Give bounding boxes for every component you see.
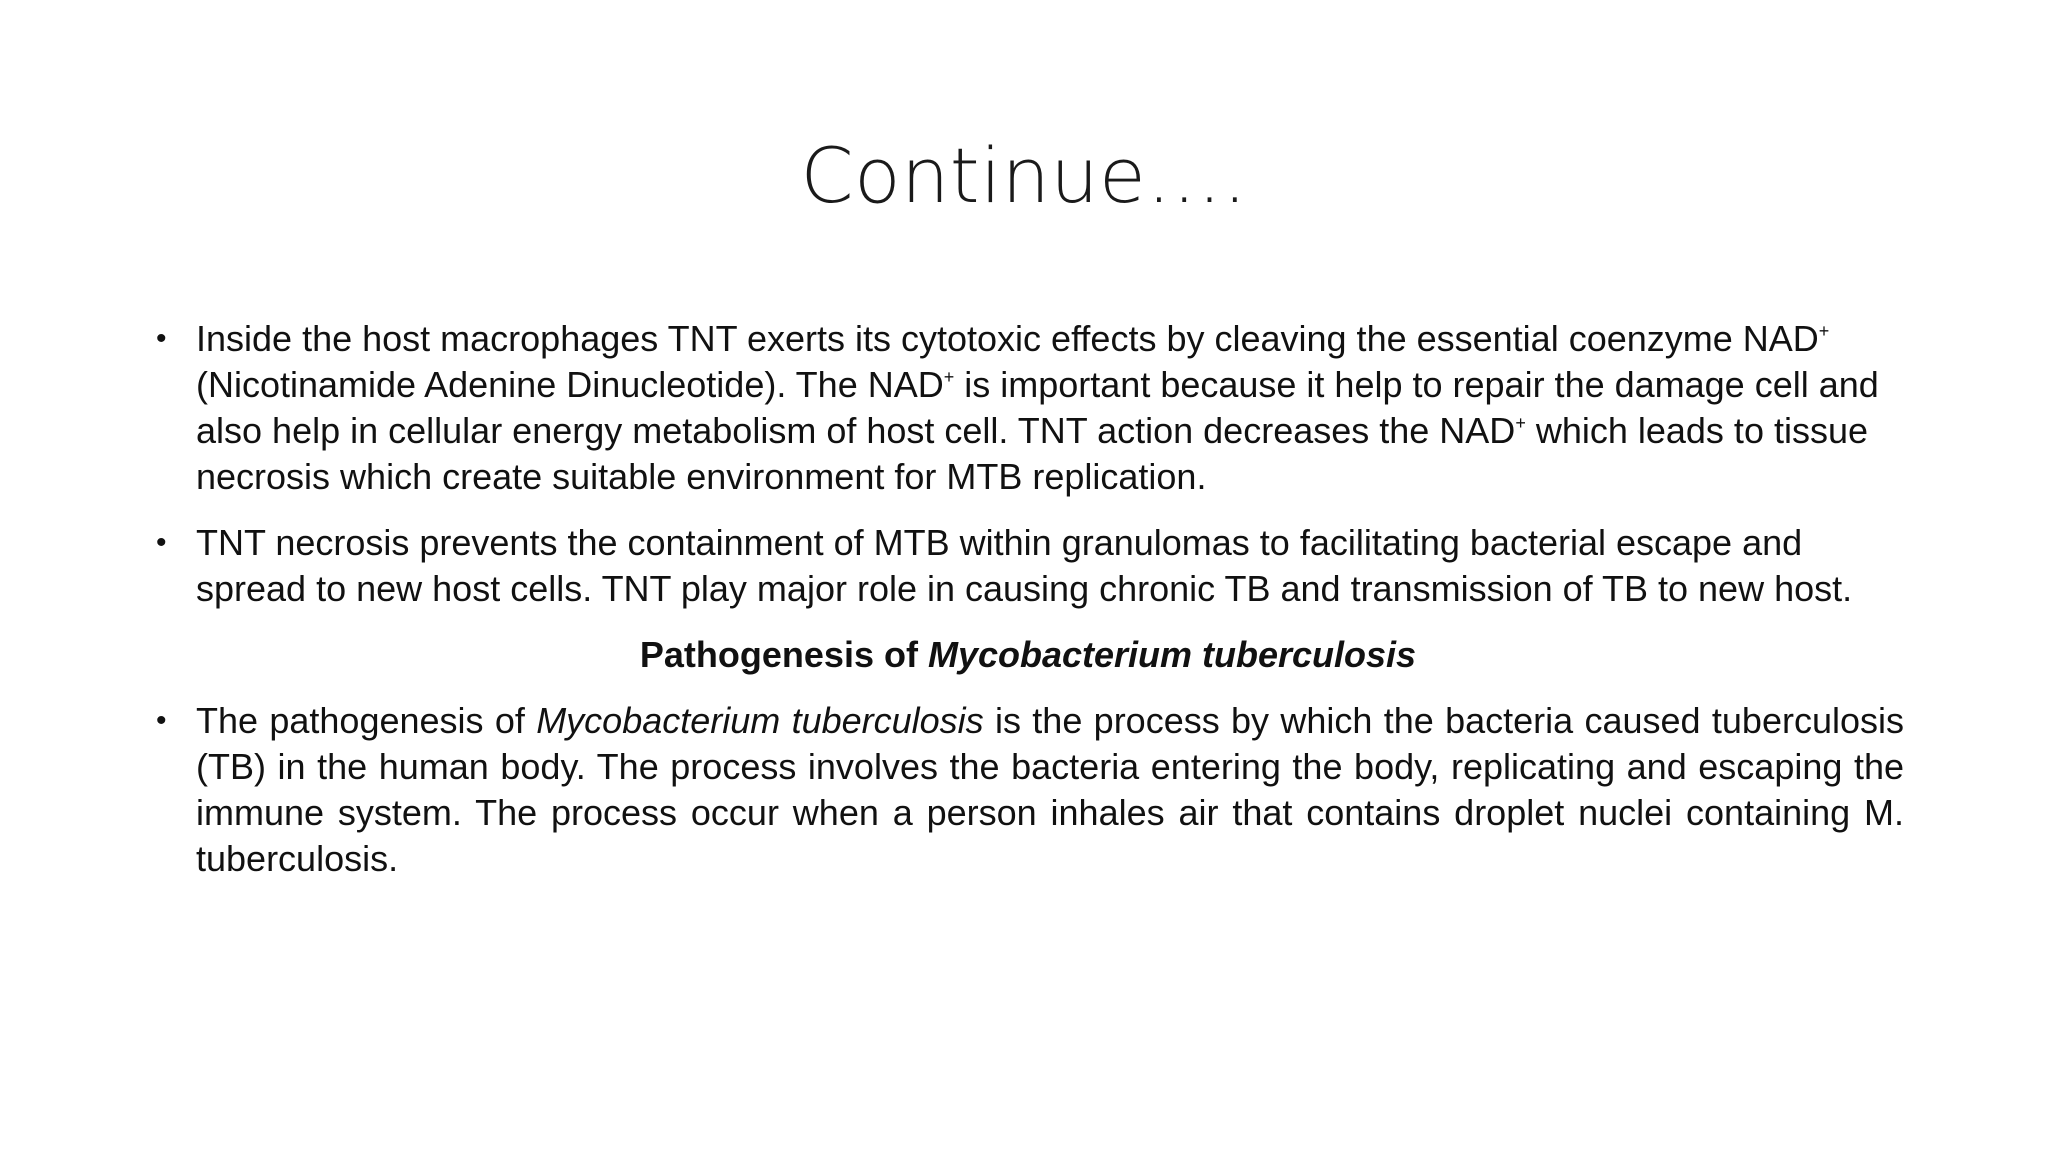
bullet-text-2: TNT necrosis prevents the containment of MTB within granulomas to facilitating bacterial escape and spread to new host cells. TNT play major role in causing chronic TB and transmission of TB to new host. [196, 522, 1853, 609]
bullet-item-2 [152, 520, 1904, 612]
slide-body [152, 316, 1904, 902]
superscript-plus: + [1818, 321, 1830, 341]
bullet-3-text-b: is the process by which the bacteria caused tuberculosis (TB) in the human body. The process involves the bacteria entering the body, replicating and escaping the immune system. The process occur when a person inhales air that contains droplet nuclei containing M. tuberculosis. [196, 700, 1904, 879]
subheading-italic: Mycobacterium tuberculosis [927, 634, 1417, 675]
bullet-1-text-b: (Nicotinamide Adenine Dinucleotide). The NAD [196, 364, 944, 405]
superscript-plus: + [943, 367, 955, 387]
bullet-item-3 [152, 698, 1904, 882]
bullet-1-text-a: Inside the host macrophages TNT exerts its cytotoxic effects by cleaving the essential coenzyme NAD [196, 318, 1819, 359]
bullet-text-1 [196, 316, 1904, 500]
bullet-dot-icon: • [156, 322, 167, 355]
bullet-3-text-a: The pathogenesis of [196, 700, 537, 741]
slide-title: Continue…. [800, 131, 1248, 220]
subheading-plain: Pathogenesis of [639, 634, 928, 675]
bullet-1-text-d: which leads to tissue necrosis which create suitable environment for MTB replication. [196, 410, 1869, 497]
bullet-text-3 [196, 698, 1904, 882]
bullet-dot-icon: • [156, 704, 167, 737]
bullet-1-text-c: is important because it help to repair the damage cell and also help in cellular energy metabolism of host cell. TNT action decreases the NAD [196, 364, 1879, 451]
bullet-dot-icon: • [156, 526, 167, 559]
bullet-item-1 [152, 316, 1904, 500]
superscript-plus: + [1515, 413, 1526, 433]
section-subheading [152, 632, 1904, 678]
bullet-3-italic: Mycobacterium tuberculosis [536, 700, 984, 741]
